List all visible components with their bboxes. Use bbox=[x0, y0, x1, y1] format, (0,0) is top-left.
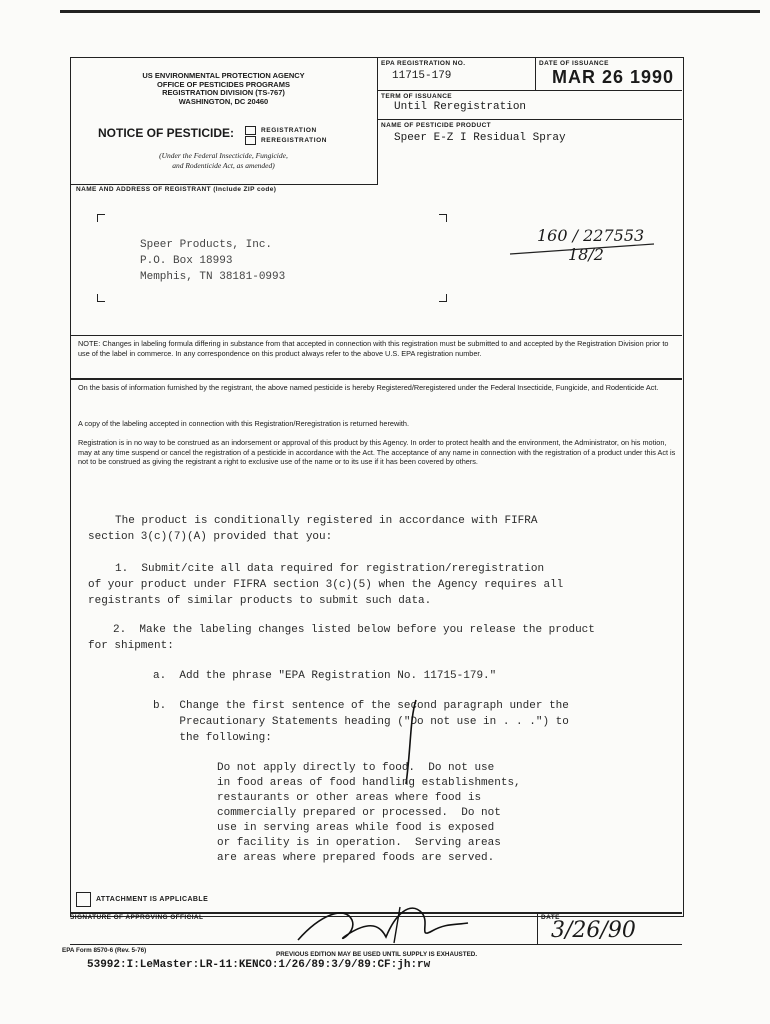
section-divider bbox=[70, 335, 682, 336]
handwritten-pen-mark bbox=[402, 698, 422, 788]
quote-line: are areas where prepared foods are served. bbox=[217, 852, 495, 864]
attachment-checkbox[interactable] bbox=[76, 892, 91, 907]
quote-line: or facility is in operation. Serving areas bbox=[217, 837, 501, 849]
reg-no-value: 11715-179 bbox=[392, 70, 452, 82]
address-window-corner bbox=[97, 294, 105, 302]
product-value: Speer E-Z I Residual Spray bbox=[394, 132, 566, 144]
act-line: and Rodenticide Act, as amended) bbox=[172, 161, 275, 170]
section-divider bbox=[70, 378, 682, 380]
act-line: (Under the Federal Insecticide, Fungicide, bbox=[159, 151, 288, 160]
labeling-change-a: a. Add the phrase "EPA Registration No. 11715-179." bbox=[153, 670, 497, 682]
conditional-intro: section 3(c)(7)(A) provided that you: bbox=[88, 531, 333, 543]
product-label: NAME OF PESTICIDE PRODUCT bbox=[381, 122, 492, 129]
paragraph-construed: Registration is in no way to be construed as an indorsement or approval of this product by this Agency. In order to protect health and the environment, the Administrator, on his motion, may at any time suspend or cancel the registration of a pesticide in accordance with the Act. The acceptance of any name in connection with the registration of a product under this Act is not to be construed as giving the registrant a right to exclusive use of the name or to its use if it has been covered by others. bbox=[78, 438, 676, 466]
registration-option[interactable] bbox=[245, 125, 327, 135]
registrant-label: NAME AND ADDRESS OF REGISTRANT (Include ZIP code) bbox=[76, 186, 277, 193]
handwritten-code: 18/2 bbox=[568, 245, 604, 264]
date-issuance-label: DATE OF ISSUANCE bbox=[539, 60, 609, 67]
agency-header bbox=[70, 57, 378, 185]
registrant-line: Speer Products, Inc. bbox=[140, 239, 273, 251]
condition-item-2: for shipment: bbox=[88, 640, 174, 652]
quote-line: use in serving areas while food is exposed bbox=[217, 822, 495, 834]
address-window-corner bbox=[439, 294, 447, 302]
registrant-line: Memphis, TN 38181-0993 bbox=[140, 271, 286, 283]
reregistration-checkbox[interactable] bbox=[245, 136, 256, 145]
field-divider bbox=[377, 119, 682, 120]
quote-line: in food areas of food handling establishments, bbox=[217, 777, 521, 789]
address-window-corner bbox=[439, 214, 447, 222]
signature-label: SIGNATURE OF APPROVING OFFICIAL bbox=[70, 914, 204, 921]
notice-type-checkboxes bbox=[245, 125, 327, 145]
section-divider bbox=[70, 944, 682, 945]
previous-edition-note: PREVIOUS EDITION MAY BE USED UNTIL SUPPLY IS EXHAUSTED. bbox=[276, 951, 478, 958]
handwritten-underline bbox=[508, 240, 658, 260]
attachment-label: ATTACHMENT IS APPLICABLE bbox=[96, 896, 209, 903]
top-border-line bbox=[60, 10, 760, 13]
paragraph-registered: On the basis of information furnished by the registrant, the above named pesticide is hereby Registered/Reregistered under the Federal Insecticide, Fungicide, and Rodenticide Act. bbox=[78, 383, 659, 392]
conditional-intro: The product is conditionally registered in accordance with FIFRA bbox=[82, 515, 538, 527]
address-window-corner bbox=[97, 214, 105, 222]
condition-item-2: 2. Make the labeling changes listed below before you release the product bbox=[80, 624, 595, 636]
field-divider bbox=[535, 57, 536, 90]
quote-line: restaurants or other areas where food is bbox=[217, 792, 482, 804]
agency-line: REGISTRATION DIVISION (TS-767) bbox=[162, 88, 285, 97]
quote-line: Do not apply directly to food. Do not use bbox=[217, 762, 495, 774]
registration-checkbox[interactable] bbox=[245, 126, 256, 135]
field-divider bbox=[537, 912, 538, 944]
quote-line: commercially prepared or processed. Do not bbox=[217, 807, 501, 819]
term-value: Until Reregistration bbox=[394, 101, 527, 113]
labeling-change-b: the following: bbox=[153, 732, 272, 744]
date-label: DATE bbox=[541, 914, 560, 921]
date-issuance-stamp: MAR 26 1990 bbox=[552, 67, 675, 87]
attachment-option[interactable] bbox=[76, 892, 208, 907]
labeling-change-b: Precautionary Statements heading ("Do not use in . . .") to bbox=[153, 716, 569, 728]
labeling-change-b: b. Change the first sentence of the second paragraph under the bbox=[153, 700, 569, 712]
form-number: EPA Form 8570-6 (Rev. 5-76) bbox=[62, 947, 147, 954]
reregistration-option[interactable] bbox=[245, 135, 327, 145]
agency-line: WASHINGTON, DC 20460 bbox=[178, 96, 269, 106]
act-reference bbox=[70, 151, 377, 171]
agency-line: OFFICE OF PESTICIDES PROGRAMS bbox=[157, 79, 290, 89]
field-divider bbox=[377, 90, 682, 91]
notice-title: NOTICE OF PESTICIDE: bbox=[98, 126, 235, 140]
signed-date: 3/26/90 bbox=[551, 918, 636, 943]
reregistration-label: REREGISTRATION bbox=[261, 136, 328, 144]
condition-item-1: 1. Submit/cite all data required for registration/reregistration bbox=[82, 563, 545, 575]
note-text: NOTE: Changes in labeling formula differing in substance from that accepted in connection with this registration must be submitted to and accepted by the Registration Division prior to use of the label in commerce. In any correspondence on this product always refer to the above U.S. EPA registration number. bbox=[78, 339, 669, 358]
condition-item-1: of your product under FIFRA section 3(c)(5) when the Agency requires all bbox=[88, 579, 564, 591]
agency-line: US ENVIRONMENTAL PROTECTION AGENCY bbox=[142, 71, 305, 80]
reference-line: 53992:I:LeMaster:LR-11:KENCO:1/26/89:3/9/89:CF:jh:rw bbox=[87, 959, 431, 971]
registration-label: REGISTRATION bbox=[261, 126, 317, 134]
agency-address bbox=[70, 72, 377, 106]
paragraph-labeling: A copy of the labeling accepted in connection with this Registration/Reregistration is returned herewith. bbox=[78, 419, 409, 428]
term-label: TERM OF ISSUANCE bbox=[381, 93, 453, 100]
handwritten-code: 160 / 227553 bbox=[537, 226, 645, 245]
reg-no-label: EPA REGISTRATION NO. bbox=[381, 60, 466, 67]
registrant-line: P.O. Box 18993 bbox=[140, 255, 233, 267]
official-signature bbox=[290, 895, 490, 950]
condition-item-1: registrants of similar products to submit such data. bbox=[88, 595, 432, 607]
